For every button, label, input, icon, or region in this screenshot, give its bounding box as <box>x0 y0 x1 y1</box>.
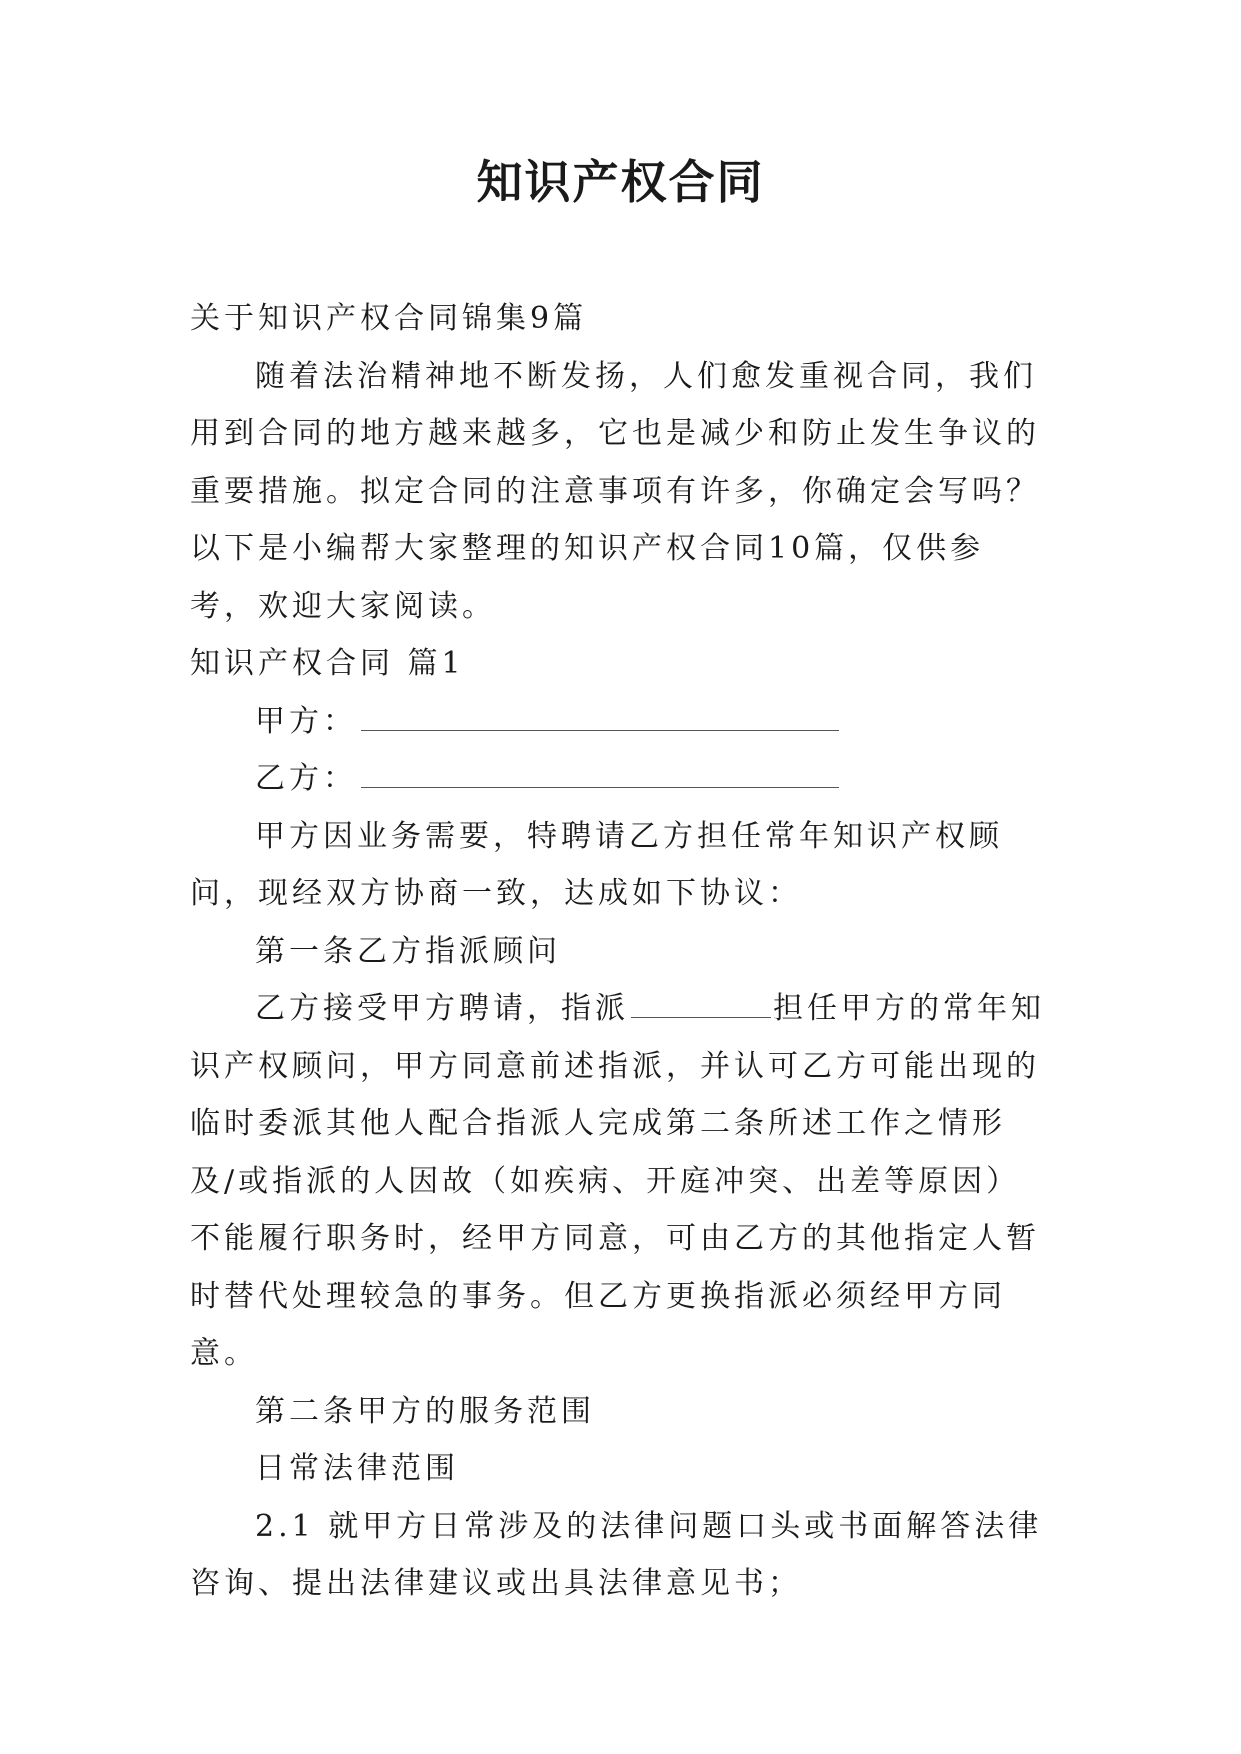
party-b-line <box>190 750 1052 808</box>
document-title: 知识产权合同 <box>476 155 765 209</box>
clause-2-1: 2.1 就甲方日常涉及的法律问题口头或书面解答法律咨询、提出法律建议或出具法律意见书； <box>190 1508 1043 1601</box>
appointee-blank <box>631 987 771 1018</box>
article1-paragraph <box>190 980 1052 1383</box>
article1-text-after: 担任甲方的常年知识产权顾问，甲方同意前述指派，并认可乙方可能出现的临时委派其他人配合指派人完成第二条所述工作之情形及/或指派的人因故（如疾病、开庭冲突、出差等原因）不能履行职务时，经甲方同意，可由乙方的其他指定人暂时替代处理较急的事务。但乙方更换指派必须经甲方同意。 <box>190 991 1045 1371</box>
article2-heading: 第二条甲方的服务范围 <box>255 1393 595 1429</box>
document-subtitle: 关于知识产权合同锦集9篇 <box>190 301 588 336</box>
intro-paragraph: 随着法治精神地不断发扬，人们愈发重视合同，我们用到合同的地方越来越多，它也是减少和防止发生争议的重要措施。拟定合同的注意事项有许多，你确定会写吗？以下是小编帮大家整理的知识产权合同10篇，仅供参考，欢迎大家阅读。 <box>190 358 1040 624</box>
party-b-blank <box>361 757 839 788</box>
document-body <box>190 290 1052 1613</box>
party-a-line <box>190 693 1052 751</box>
article2-subheading: 日常法律范围 <box>255 1451 459 1486</box>
article1-heading: 第一条乙方指派顾问 <box>255 933 561 969</box>
party-a-blank <box>361 700 839 731</box>
party-b-label: 乙方： <box>255 761 357 796</box>
article1-text-before: 乙方接受甲方聘请，指派 <box>255 991 629 1026</box>
section-heading: 知识产权合同 篇1 <box>190 646 465 681</box>
party-a-label: 甲方： <box>255 703 357 739</box>
purpose-paragraph: 甲方因业务需要，特聘请乙方担任常年知识产权顾问，现经双方协商一致，达成如下协议： <box>190 818 1003 911</box>
